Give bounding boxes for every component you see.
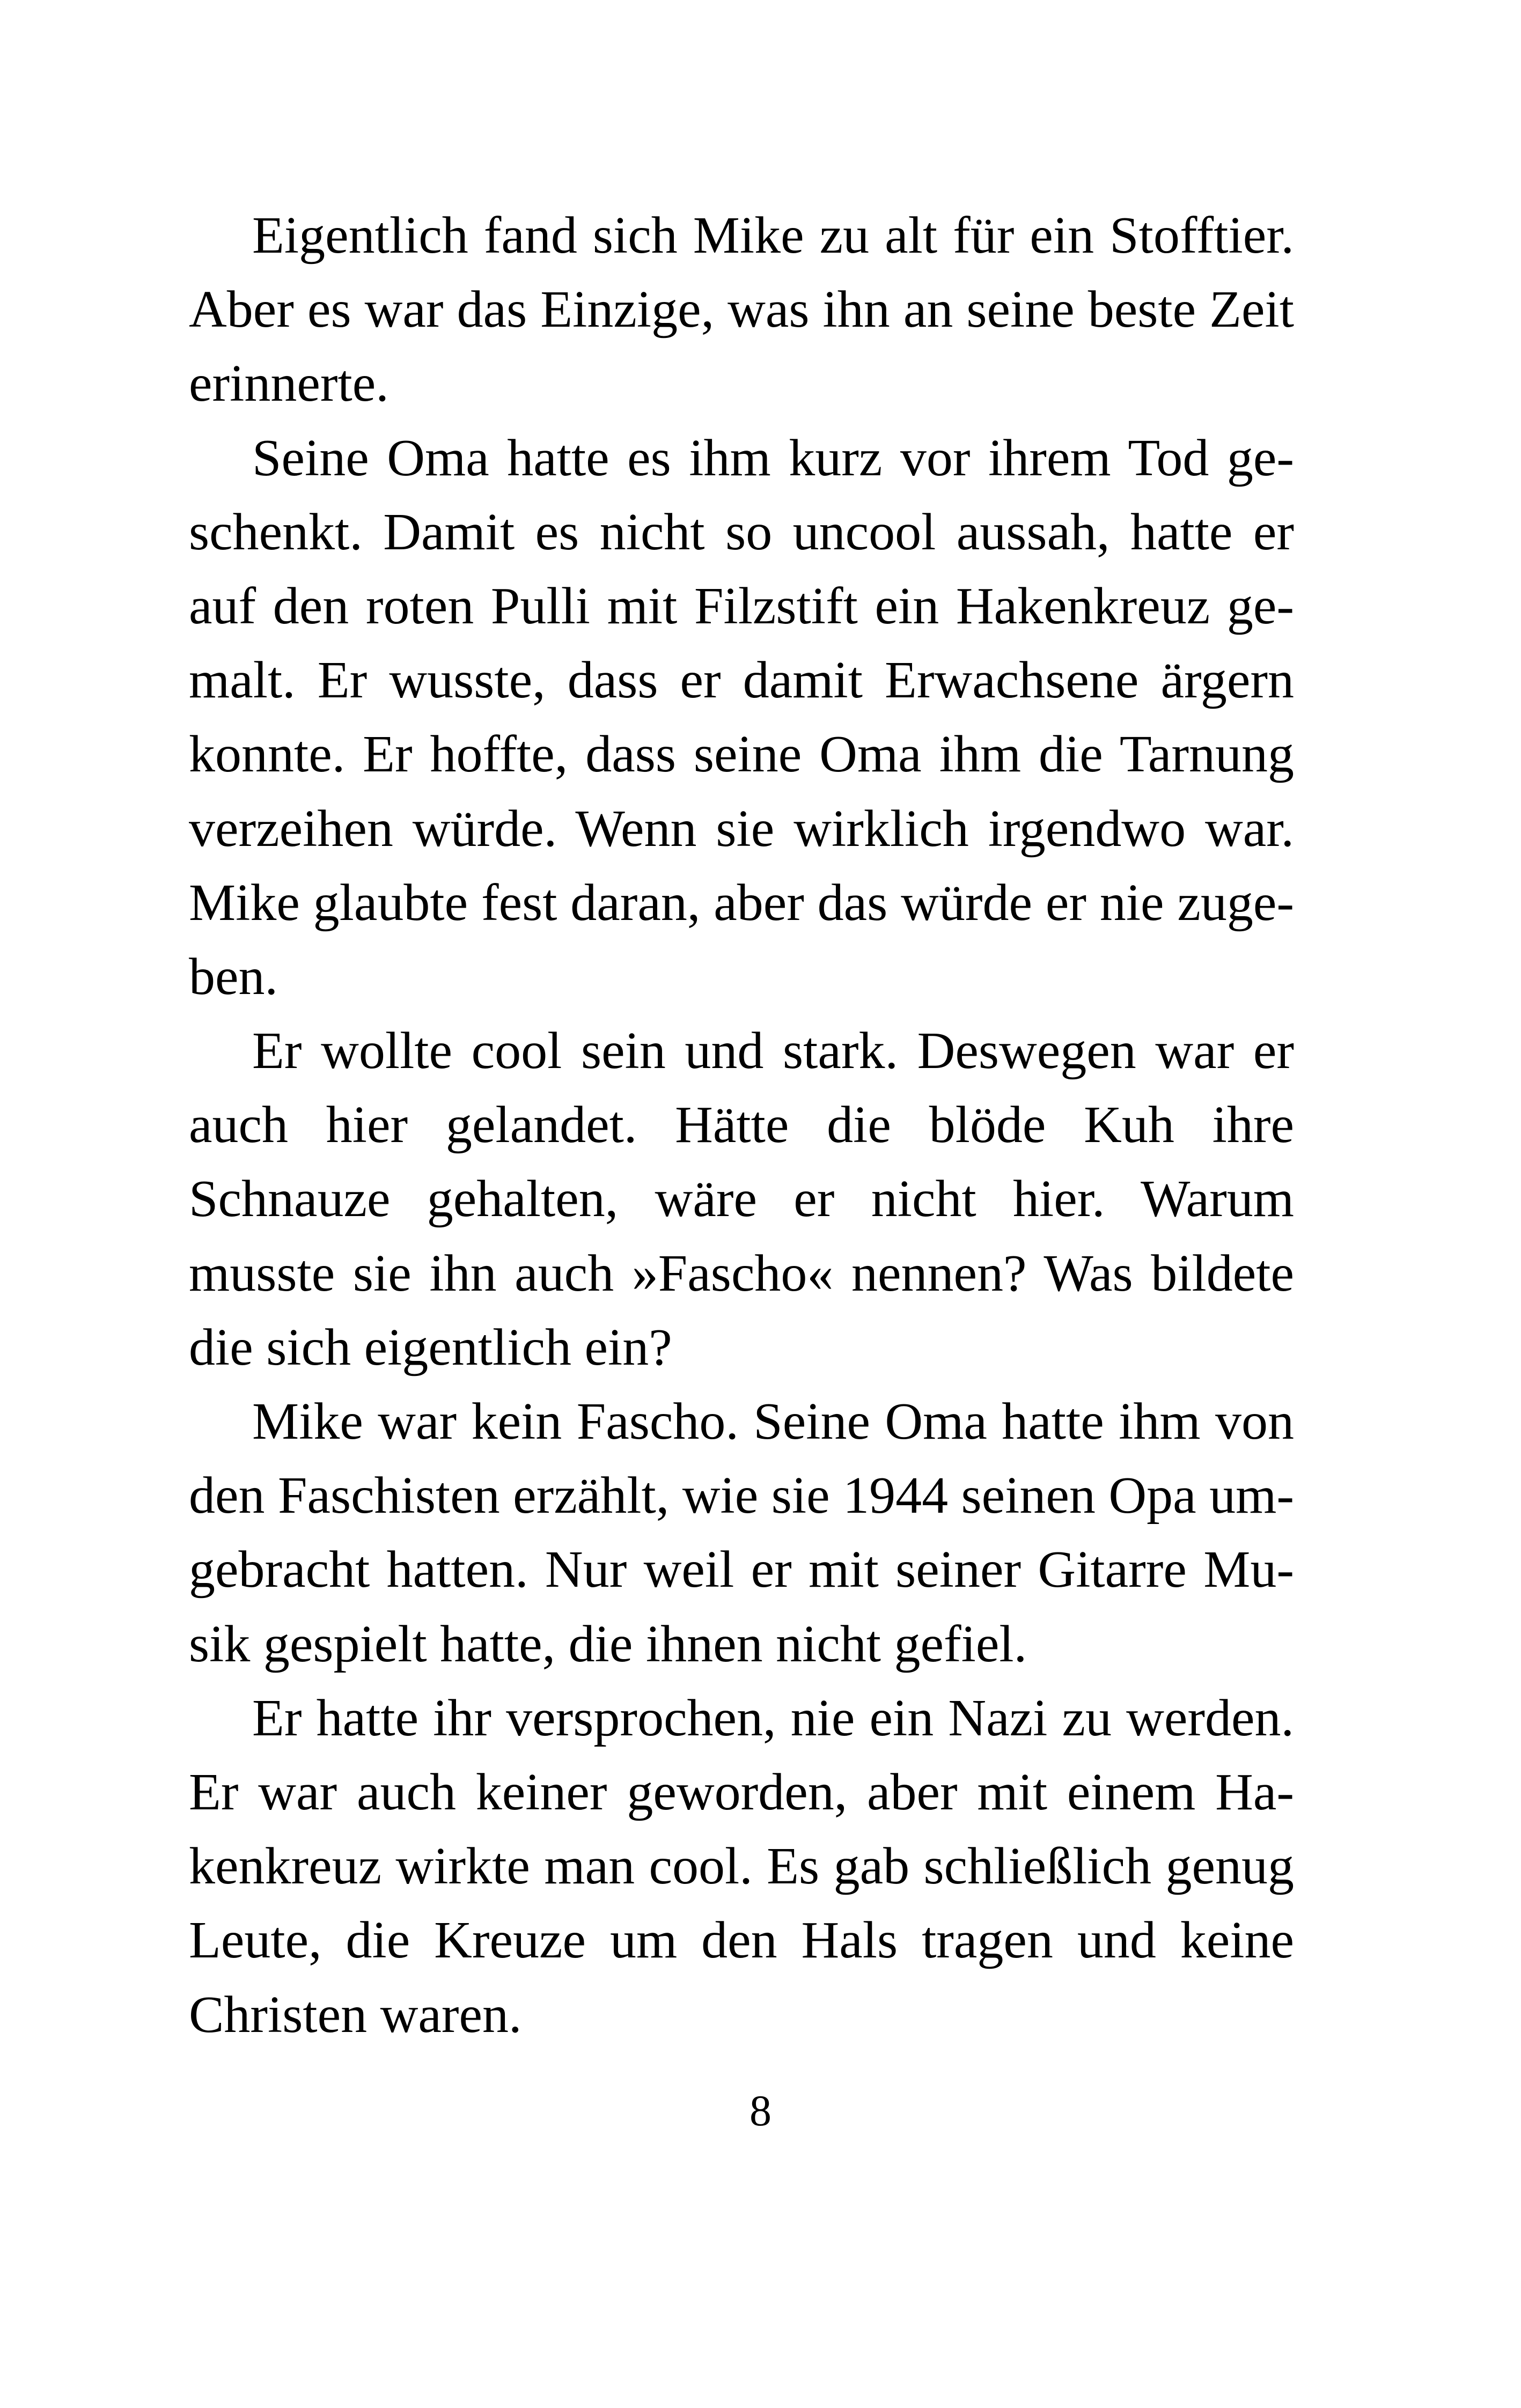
text-line-content: gebracht hatten. Nur weil er mit seiner Gitarre Mu- xyxy=(189,1541,1294,1599)
text-line-content: ben. xyxy=(189,947,278,1006)
text-line xyxy=(189,347,1294,421)
text-line xyxy=(189,1014,1294,1088)
text-line-content: verzeihen würde. Wenn sie wirklich irgendwo war. xyxy=(189,799,1294,858)
text-line-content: erinnerte. xyxy=(189,355,389,413)
text-line xyxy=(189,1162,1294,1236)
text-line xyxy=(189,273,1294,347)
text-line xyxy=(189,421,1294,495)
text-line-content: Leute, die Kreuze um den Hals tragen und keine xyxy=(189,1911,1294,1970)
text-line xyxy=(189,1459,1294,1533)
text-line-content: den Faschisten erzählt, wie sie 1944 seinen Opa um- xyxy=(189,1467,1294,1525)
text-line xyxy=(189,940,1294,1014)
text-line-content: auch hier gelandet. Hätte die blöde Kuh ihre xyxy=(189,1096,1294,1154)
text-line-content: Er war auch keiner geworden, aber mit einem Ha- xyxy=(189,1763,1294,1821)
text-line xyxy=(189,1236,1294,1310)
text-line-content: malt. Er wusste, dass er damit Erwachsene ärgern xyxy=(189,651,1294,710)
text-line xyxy=(189,1607,1294,1681)
text-line-content: auf den roten Pulli mit Filzstift ein Hakenkreuz ge- xyxy=(189,577,1294,635)
text-line-content: Schnauze gehalten, wäre er nicht hier. Warum xyxy=(189,1170,1294,1228)
text-line-content: sik gespielt hatte, die ihnen nicht gefiel. xyxy=(189,1615,1027,1673)
text-line-content: musste sie ihn auch »Fascho« nennen? Was bildete xyxy=(189,1244,1294,1302)
text-line xyxy=(189,717,1294,791)
text-line xyxy=(189,1088,1294,1162)
text-line-content: die sich eigentlich ein? xyxy=(189,1318,672,1376)
text-line xyxy=(189,792,1294,866)
text-line-content: Er wollte cool sein und stark. Deswegen war er xyxy=(252,1022,1294,1080)
text-line xyxy=(189,1755,1294,1829)
text-line xyxy=(189,198,1294,273)
text-line-content: Mike war kein Fascho. Seine Oma hatte ihm von xyxy=(252,1393,1294,1450)
text-line-content: Seine Oma hatte es ihm kurz vor ihrem Tod ge- xyxy=(252,429,1294,487)
text-line xyxy=(189,1533,1294,1607)
text-line xyxy=(189,1829,1294,1903)
text-line xyxy=(189,1385,1294,1459)
text-line-content: Mike glaubte fest daran, aber das würde er nie zuge- xyxy=(189,873,1294,932)
text-line-content: Eigentlich fand sich Mike zu alt für ein Stofftier. xyxy=(252,207,1294,264)
text-line xyxy=(189,643,1294,717)
text-line xyxy=(189,1903,1294,1977)
text-line xyxy=(189,569,1294,643)
page-number: 8 xyxy=(750,2086,771,2135)
text-line-content: schenkt. Damit es nicht so uncool aussah, hatte er xyxy=(189,503,1294,561)
body-text xyxy=(189,198,1294,2052)
text-line xyxy=(189,1310,1294,1385)
text-line-content: Christen waren. xyxy=(189,1985,522,2044)
text-line xyxy=(189,1978,1294,2052)
text-line xyxy=(189,495,1294,569)
text-line xyxy=(189,1681,1294,1755)
text-line-content: kenkreuz wirkte man cool. Es gab schließlich genug xyxy=(189,1837,1294,1896)
text-line xyxy=(189,866,1294,940)
text-line-content: konnte. Er hoffte, dass seine Oma ihm die Tarnung xyxy=(189,725,1294,784)
text-line-content: Aber es war das Einzige, was ihn an seine beste Zeit xyxy=(189,281,1294,339)
text-line-content: Er hatte ihr versprochen, nie ein Nazi zu werden. xyxy=(252,1689,1294,1747)
